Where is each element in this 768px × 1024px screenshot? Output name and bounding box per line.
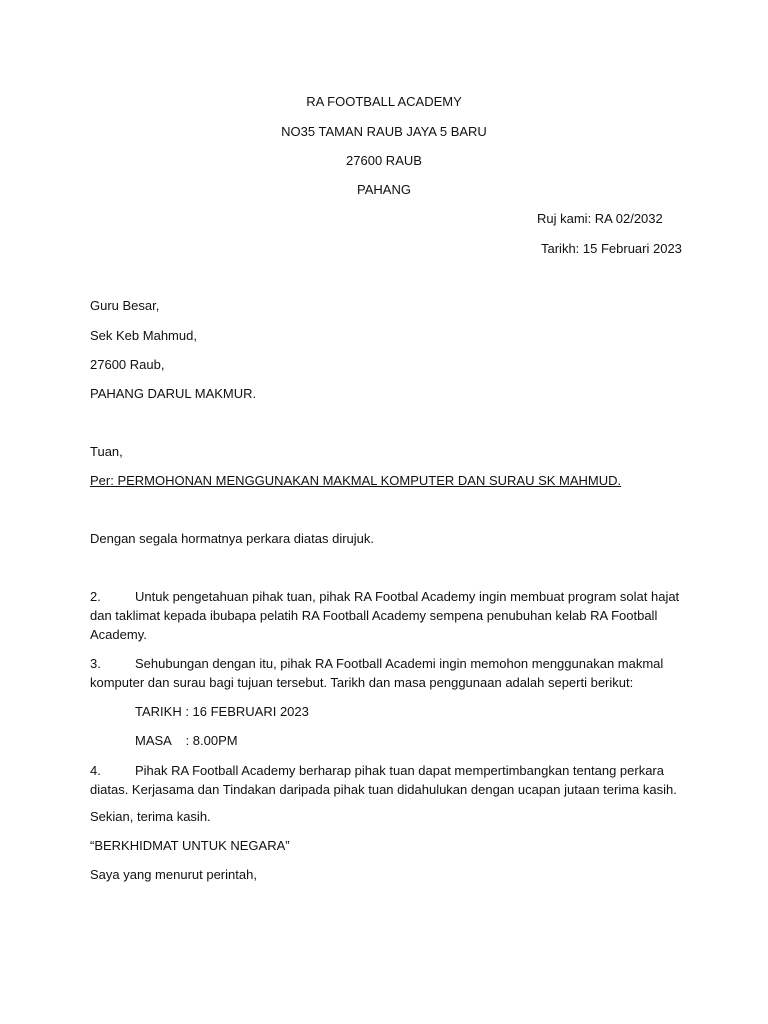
- subject-line: Per: PERMOHONAN MENGGUNAKAN MAKMAL KOMPUTER DAN SURAU SK MAHMUD.: [90, 473, 622, 488]
- schedule-date: TARIKH : 16 FEBRUARI 2023: [135, 704, 309, 719]
- paragraph-text: Pihak RA Football Academy berharap pihak tuan dapat mempertimbangkan tentang perkara diatas. Kerjasama dan Tindakan daripada pihak tuan didahulukan dengan ucapan jutaan terima kasih.: [90, 763, 677, 797]
- address-line-1: NO35 TAMAN RAUB JAYA 5 BARU: [281, 124, 487, 139]
- paragraph-4: [90, 761, 680, 799]
- recipient-line-1: Guru Besar,: [90, 298, 160, 313]
- paragraph-number: 2.: [90, 589, 101, 604]
- reference-number: Ruj kami: RA 02/2032: [537, 211, 663, 226]
- schedule-time: MASA : 8.00PM: [135, 733, 238, 748]
- paragraph-number: 4.: [90, 763, 101, 778]
- address-line-3: PAHANG: [357, 182, 411, 197]
- paragraph-text: Sehubungan dengan itu, pihak RA Football Academi ingin memohon menggunakan makmal komputer dan surau bagi tujuan tersebut. Tarikh dan masa penggunaan adalah seperti berikut:: [90, 656, 664, 690]
- recipient-line-4: PAHANG DARUL MAKMUR.: [90, 386, 257, 401]
- recipient-line-2: Sek Keb Mahmud,: [90, 328, 197, 343]
- letter-date: Tarikh: 15 Februari 2023: [541, 241, 682, 256]
- paragraph-number: 3.: [90, 656, 101, 671]
- paragraph-text: Untuk pengetahuan pihak tuan, pihak RA Footbal Academy ingin membuat program solat hajat dan taklimat kepada ibubapa pelatih RA Football Academy sempena penubuhan kelab RA Football Academy.: [90, 589, 680, 642]
- address-line-2: 27600 RAUB: [346, 153, 422, 168]
- closing-thanks: Sekian, terima kasih.: [90, 809, 211, 824]
- org-name: RA FOOTBALL ACADEMY: [306, 94, 462, 109]
- paragraph-3: [90, 654, 680, 692]
- recipient-line-3: 27600 Raub,: [90, 357, 165, 372]
- salutation: Tuan,: [90, 444, 123, 459]
- opening-line: Dengan segala hormatnya perkara diatas dirujuk.: [90, 531, 375, 546]
- paragraph-2: [90, 587, 680, 644]
- closing-sign-off: Saya yang menurut perintah,: [90, 867, 257, 882]
- closing-motto: “BERKHIDMAT UNTUK NEGARA”: [90, 838, 290, 853]
